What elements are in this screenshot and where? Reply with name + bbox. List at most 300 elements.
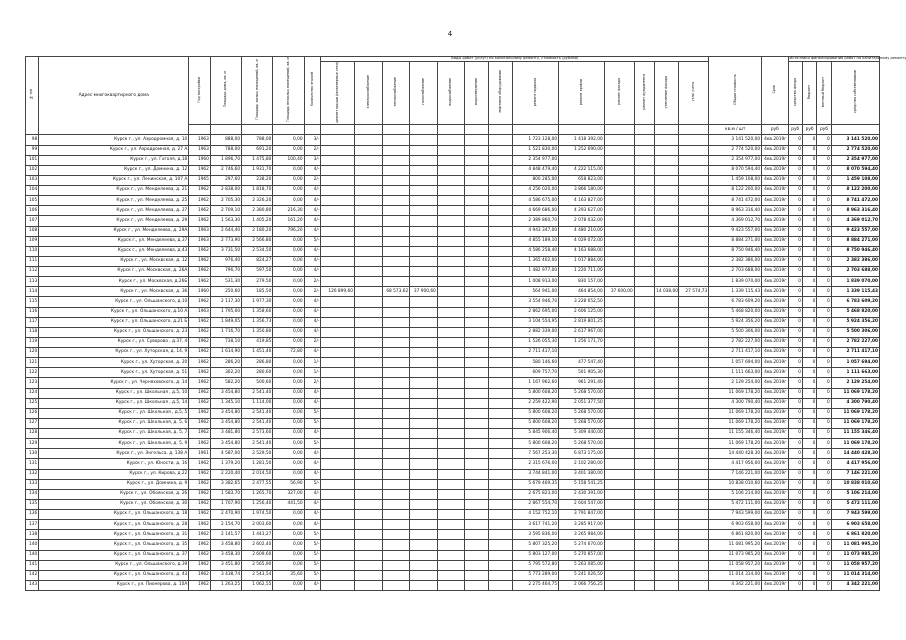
table-cell: 691,20 xyxy=(242,145,273,155)
table-cell xyxy=(410,560,438,570)
header-label: средства фонда xyxy=(792,77,797,106)
table-cell xyxy=(679,317,709,327)
table-cell xyxy=(489,489,513,499)
table-cell: 4кв.2019г xyxy=(762,165,788,175)
table-cell xyxy=(354,439,382,449)
table-cell: 0 xyxy=(788,297,802,307)
table-cell: 4кв.2019г xyxy=(762,297,788,307)
table-cell: Курск г., ул. Менделеева, д. 21 xyxy=(39,186,189,196)
table-cell: 1962 xyxy=(189,439,211,449)
table-cell xyxy=(465,297,489,307)
unit-cell: руб xyxy=(762,125,788,135)
table-cell xyxy=(465,256,489,266)
table-cell xyxy=(382,216,410,226)
table-cell xyxy=(634,550,654,560)
table-cell: 8 122 200,00 xyxy=(709,186,762,196)
table-cell: 0,00 xyxy=(273,540,304,550)
table-cell: 2 529,50 xyxy=(242,449,273,459)
group-header-sources: Источники финансирования работ по капитальному ремонту xyxy=(789,56,906,60)
table-cell: 1 974,50 xyxy=(242,510,273,520)
table-cell: 5 500 306,00 xyxy=(831,327,879,337)
table-cell xyxy=(634,580,654,590)
table-row xyxy=(26,408,880,418)
table-cell xyxy=(410,499,438,509)
table-cell: 114 xyxy=(26,287,39,297)
header-label: Срок xyxy=(772,85,777,94)
table-cell: 0,00 xyxy=(273,510,304,520)
table-cell xyxy=(321,175,355,185)
table-cell: 6 783 609,20 xyxy=(831,297,879,307)
table-cell: 10 838 010,60 xyxy=(709,479,762,489)
table-cell xyxy=(679,368,709,378)
table-cell: 4/- xyxy=(304,307,321,317)
table-cell: 1961 xyxy=(189,449,211,459)
table-cell xyxy=(465,368,489,378)
table-cell xyxy=(465,165,489,175)
table-cell: 11 081 995,20 xyxy=(709,540,762,550)
table-cell: 2/- xyxy=(304,277,321,287)
table-cell xyxy=(634,358,654,368)
table-cell: 127 xyxy=(26,418,39,428)
table-cell: 0 xyxy=(788,246,802,256)
table-row xyxy=(26,378,880,388)
table-cell: 2 354 977,00 xyxy=(513,155,559,165)
table-cell xyxy=(410,570,438,580)
table-cell xyxy=(321,358,355,368)
header-label: Площадь дома, кв. м xyxy=(223,71,228,108)
table-cell: 1962 xyxy=(189,520,211,530)
table-cell: 2 014,50 xyxy=(242,469,273,479)
table-cell: 0 xyxy=(817,135,831,145)
table-cell: 0,00 xyxy=(273,196,304,206)
table-cell: 4/- xyxy=(304,520,321,530)
table-cell xyxy=(354,226,382,236)
table-cell: Курск г., ул. Москвская, д.26Б xyxy=(39,277,189,287)
table-cell xyxy=(489,368,513,378)
table-cell: 0 xyxy=(788,236,802,246)
table-cell: 0 xyxy=(802,560,816,570)
table-cell: 2 259 422,90 xyxy=(513,398,559,408)
table-cell xyxy=(410,479,438,489)
table-cell: Курск г., ул. Аэродромная, д. 27 А xyxy=(39,145,189,155)
table-cell: 0 xyxy=(788,337,802,347)
table-cell xyxy=(437,287,465,297)
table-cell: 2 609,60 xyxy=(242,550,273,560)
table-cell xyxy=(655,520,679,530)
table-row xyxy=(26,287,880,297)
table-cell: Курск г., ул. Хуторская, д. 51 xyxy=(39,368,189,378)
unit-cell xyxy=(321,125,355,135)
table-cell xyxy=(655,236,679,246)
table-cell xyxy=(489,499,513,509)
table-cell xyxy=(465,560,489,570)
table-cell xyxy=(655,459,679,469)
table-cell xyxy=(410,277,438,287)
table-cell xyxy=(655,398,679,408)
table-cell xyxy=(410,135,438,145)
table-cell xyxy=(489,560,513,570)
table-cell: 1962 xyxy=(189,580,211,590)
unit-cell xyxy=(679,125,709,135)
table-cell: 1962 xyxy=(189,337,211,347)
table-cell: 137 xyxy=(26,520,39,530)
table-cell: 4кв.2019г xyxy=(762,267,788,277)
table-cell: 126 899,60 xyxy=(321,287,355,297)
table-cell: 11 155 346,40 xyxy=(831,429,879,439)
table-cell xyxy=(489,378,513,388)
table-cell xyxy=(354,348,382,358)
table-cell: 2 675 823,00 xyxy=(513,489,559,499)
table-cell xyxy=(465,510,489,520)
table-cell: 2 773,90 xyxy=(210,236,241,246)
table-cell: 5 500 306,00 xyxy=(709,327,762,337)
table-cell xyxy=(321,388,355,398)
table-cell: 1962 xyxy=(189,378,211,388)
table-cell xyxy=(634,226,654,236)
table-cell xyxy=(354,327,382,337)
table-cell: 1962 xyxy=(189,499,211,509)
col-header-total xyxy=(709,57,762,125)
table-cell: 4кв.2019г xyxy=(762,388,788,398)
table-cell xyxy=(634,135,654,145)
table-cell: 0 xyxy=(817,439,831,449)
table-cell xyxy=(465,540,489,550)
table-cell: 3 285 917,00 xyxy=(559,520,605,530)
table-cell: 0 xyxy=(802,449,816,459)
table-cell: 1 443,27 xyxy=(242,530,273,540)
table-row xyxy=(26,297,880,307)
table-cell xyxy=(634,287,654,297)
table-cell: 2 602,40 xyxy=(242,540,273,550)
table-cell xyxy=(321,479,355,489)
table-cell xyxy=(489,327,513,337)
table-cell: 11 014 314,00 xyxy=(831,570,879,580)
table-cell: 1 220 711,00 xyxy=(559,267,605,277)
header-label: газоснабжение xyxy=(420,78,425,106)
header-label: утепление фасада xyxy=(663,75,668,109)
table-cell xyxy=(679,307,709,317)
table-cell: Курск г., ул. Ольшанского, д. 28 xyxy=(39,520,189,530)
table-cell: 102 xyxy=(26,165,39,175)
table-cell xyxy=(655,469,679,479)
table-cell xyxy=(489,307,513,317)
table-cell: 5 274 670,00 xyxy=(559,540,605,550)
table-cell xyxy=(354,489,382,499)
table-cell: 0 xyxy=(788,560,802,570)
table-cell: Курск г., ул. Гоголя, д.18 xyxy=(39,155,189,165)
table-cell: 4кв.2019г xyxy=(762,489,788,499)
table-cell: 1 111 663,00 xyxy=(831,368,879,378)
table-cell: 3 401 380,00 xyxy=(559,469,605,479)
table-cell xyxy=(437,530,465,540)
table-cell: 1965 xyxy=(189,175,211,185)
table-cell: Курск г., ул. Москвская, д. 12 xyxy=(39,256,189,266)
table-cell xyxy=(465,398,489,408)
table-cell: 11 069 178,20 xyxy=(831,408,879,418)
table-cell xyxy=(655,267,679,277)
table-cell: 788,00 xyxy=(242,135,273,145)
table-cell xyxy=(354,550,382,560)
table-cell: 11 069 178,20 xyxy=(831,439,879,449)
table-cell: 1962 xyxy=(189,368,211,378)
table-cell: 0 xyxy=(802,439,816,449)
table-cell: 5/- xyxy=(304,570,321,580)
table-row xyxy=(26,277,880,287)
table-cell xyxy=(382,246,410,256)
table-cell: 4кв.2019г xyxy=(762,469,788,479)
table-cell xyxy=(437,267,465,277)
table-cell: 2 705,30 xyxy=(210,196,241,206)
table-cell: 3 228 652,50 xyxy=(559,297,605,307)
table-cell xyxy=(489,459,513,469)
table-cell: 0,00 xyxy=(273,378,304,388)
table-cell: 104 xyxy=(26,186,39,196)
table-cell: Курск г., ул. Менделеева, д. 29А xyxy=(39,226,189,236)
unit-cell xyxy=(304,125,321,135)
table-cell xyxy=(604,479,634,489)
table-cell xyxy=(410,307,438,317)
table-row xyxy=(26,135,880,145)
table-cell: 2 051 377,50 xyxy=(559,398,605,408)
table-cell: Курск г., ул. Энгельса, д. 138 А xyxy=(39,449,189,459)
table-cell xyxy=(321,520,355,530)
table-cell xyxy=(437,175,465,185)
table-cell: 8 884 271,00 xyxy=(709,236,762,246)
table-cell xyxy=(489,530,513,540)
table-cell: 2 470,90 xyxy=(210,510,241,520)
header-label: теплоснабжение xyxy=(393,77,398,107)
table-cell xyxy=(655,348,679,358)
table-cell xyxy=(354,429,382,439)
table-cell: 8 122 200,00 xyxy=(831,186,879,196)
table-cell xyxy=(410,155,438,165)
table-cell: 2 382 386,00 xyxy=(831,256,879,266)
table-cell: 5/- xyxy=(304,418,321,428)
table-cell xyxy=(634,307,654,317)
table-cell: 1 265,70 xyxy=(242,489,273,499)
table-cell: 9 423 557,00 xyxy=(709,226,762,236)
table-cell: 0 xyxy=(788,267,802,277)
table-cell: 4/- xyxy=(304,499,321,509)
table-cell xyxy=(354,246,382,256)
header-label: ремонт фасада xyxy=(616,78,621,106)
table-cell xyxy=(679,186,709,196)
table-cell: 2 882 339,00 xyxy=(513,327,559,337)
table-cell xyxy=(634,317,654,327)
table-cell: 1962 xyxy=(189,348,211,358)
table-cell xyxy=(679,510,709,520)
table-cell: 830 157,00 xyxy=(559,277,605,287)
table-cell: 2/- xyxy=(304,145,321,155)
table-cell xyxy=(465,155,489,165)
table-cell: 122 xyxy=(26,368,39,378)
table-cell xyxy=(604,135,634,145)
col-header xyxy=(655,61,679,125)
table-cell: 3 454,80 xyxy=(210,439,241,449)
table-cell: 5 800 608,20 xyxy=(513,388,559,398)
table-cell xyxy=(382,348,410,358)
table-cell: 0 xyxy=(817,226,831,236)
table-cell xyxy=(465,226,489,236)
table-cell: 1 379,20 xyxy=(210,459,241,469)
table-cell: 1962 xyxy=(189,418,211,428)
unit-cell: руб xyxy=(817,125,831,135)
table-row xyxy=(26,206,880,216)
table-cell: 1962 xyxy=(189,196,211,206)
table-cell: 11 014 314,00 xyxy=(709,570,762,580)
table-cell: 11 069 178,20 xyxy=(709,388,762,398)
table-cell: 2 703 688,00 xyxy=(831,267,879,277)
table-cell: 1962 xyxy=(189,540,211,550)
table-cell: 4 480 210,00 xyxy=(559,226,605,236)
table-cell: Курск г., ул. Ольшанского, д.10 xyxy=(39,297,189,307)
table-cell: 133 xyxy=(26,479,39,489)
table-cell: 4/- xyxy=(304,206,321,216)
table-cell: 0 xyxy=(817,489,831,499)
table-cell: 4кв.2019г xyxy=(762,540,788,550)
table-cell: 2/- xyxy=(304,175,321,185)
table-cell xyxy=(465,358,489,368)
table-cell: 0 xyxy=(802,145,816,155)
table-cell: 2 180,20 xyxy=(242,226,273,236)
table-cell: 4 029 072,00 xyxy=(559,236,605,246)
table-cell xyxy=(655,479,679,489)
table-cell: 2 003,60 xyxy=(242,520,273,530)
table-cell: 5 773 289,00 xyxy=(513,570,559,580)
table-cell xyxy=(437,186,465,196)
table-cell: 0 xyxy=(788,418,802,428)
table-cell: 5 800 608,20 xyxy=(513,439,559,449)
table-cell: 564 941,00 xyxy=(513,287,559,297)
table-cell: 129 xyxy=(26,439,39,449)
table-cell: 1962 xyxy=(189,267,211,277)
table-cell xyxy=(604,348,634,358)
unit-cell xyxy=(489,125,513,135)
col-header xyxy=(410,61,438,125)
table-cell: 0 xyxy=(802,256,816,266)
table-cell xyxy=(604,246,634,256)
table-cell: 11 073 985,20 xyxy=(831,550,879,560)
table-cell xyxy=(634,186,654,196)
table-cell: 0 xyxy=(788,348,802,358)
table-cell xyxy=(679,145,709,155)
table-cell: 0 xyxy=(817,297,831,307)
table-cell xyxy=(604,520,634,530)
table-cell: 1962 xyxy=(189,327,211,337)
table-cell: 0 xyxy=(817,510,831,520)
table-cell xyxy=(382,459,410,469)
table-cell: 4кв.2019г xyxy=(762,337,788,347)
table-cell: 3 451,80 xyxy=(210,560,241,570)
table-cell xyxy=(679,175,709,185)
table-cell: Курск г., ул. Менделеева, д. 25 xyxy=(39,196,189,206)
table-cell: 5/- xyxy=(304,550,321,560)
table-cell: 0 xyxy=(802,277,816,287)
table-cell xyxy=(489,267,513,277)
table-cell: 0 xyxy=(788,145,802,155)
table-cell: 0,00 xyxy=(273,580,304,590)
table-cell: 141 xyxy=(26,560,39,570)
table-cell: 8 070 594,40 xyxy=(709,165,762,175)
table-cell xyxy=(437,145,465,155)
table-cell: Курск г., ул. Ольшанского, д. 31 xyxy=(39,530,189,540)
table-cell xyxy=(655,388,679,398)
table-cell xyxy=(382,520,410,530)
table-cell: Курск г., ул. Пионерова, д. 10А xyxy=(39,580,189,590)
table-cell: 0 xyxy=(788,317,802,327)
table-cell: 0 xyxy=(817,277,831,287)
table-cell: 4/- xyxy=(304,165,321,175)
table-cell: 4кв.2019г xyxy=(762,145,788,155)
table-cell: 3 481,80 xyxy=(210,429,241,439)
table-cell: 1960 xyxy=(189,155,211,165)
table-cell: 4 256 020,00 xyxy=(513,186,559,196)
table-cell: 1 451,40 xyxy=(242,348,273,358)
table-cell xyxy=(437,277,465,287)
table-cell: 4 300 790,40 xyxy=(709,398,762,408)
table-cell: 0,00 xyxy=(273,459,304,469)
table-cell xyxy=(465,287,489,297)
table-cell xyxy=(321,327,355,337)
table-cell xyxy=(489,256,513,266)
table-cell xyxy=(437,236,465,246)
table-cell xyxy=(382,175,410,185)
header-label: водоотведение xyxy=(474,78,479,106)
table-cell: 0 xyxy=(802,155,816,165)
table-cell: 0 xyxy=(817,560,831,570)
table-cell xyxy=(410,358,438,368)
table-cell xyxy=(604,327,634,337)
table-cell xyxy=(655,246,679,256)
table-cell: 0 xyxy=(817,378,831,388)
group-header-works: Виды работ (услуг) по капитальному ремонту, стоимость (рублей) xyxy=(321,57,709,62)
table-cell: 4кв.2019г xyxy=(762,439,788,449)
table-cell: 119 xyxy=(26,337,39,347)
table-cell: 0 xyxy=(802,337,816,347)
table-cell xyxy=(321,216,355,226)
table-cell: 3 866 180,00 xyxy=(559,186,605,196)
table-cell: 0,00 xyxy=(273,287,304,297)
table-cell: 0 xyxy=(788,459,802,469)
table-cell: 103 xyxy=(26,175,39,185)
table-cell: 2 354 977,00 xyxy=(709,155,762,165)
table-cell xyxy=(679,459,709,469)
table-cell xyxy=(634,408,654,418)
table-cell xyxy=(354,317,382,327)
table-cell xyxy=(354,580,382,590)
table-cell: 4кв.2019г xyxy=(762,246,788,256)
table-cell xyxy=(559,155,605,165)
table-row xyxy=(26,489,880,499)
table-cell: 0 xyxy=(802,520,816,530)
table-cell xyxy=(489,226,513,236)
table-cell: 4кв.2019г xyxy=(762,479,788,489)
table-cell: 738,10 xyxy=(210,337,241,347)
table-row xyxy=(26,226,880,236)
table-cell: 597,50 xyxy=(242,267,273,277)
table-cell xyxy=(465,216,489,226)
table-cell: 4 586 675,00 xyxy=(513,196,559,206)
table-cell: 1962 xyxy=(189,510,211,520)
table-cell xyxy=(437,256,465,266)
table-cell xyxy=(604,378,634,388)
col-header xyxy=(679,61,709,125)
table-cell: 111 xyxy=(26,256,39,266)
table-row xyxy=(26,337,880,347)
table-cell: 4/- xyxy=(304,216,321,226)
table-cell: 1962 xyxy=(189,429,211,439)
table-cell: 4/- xyxy=(304,196,321,206)
